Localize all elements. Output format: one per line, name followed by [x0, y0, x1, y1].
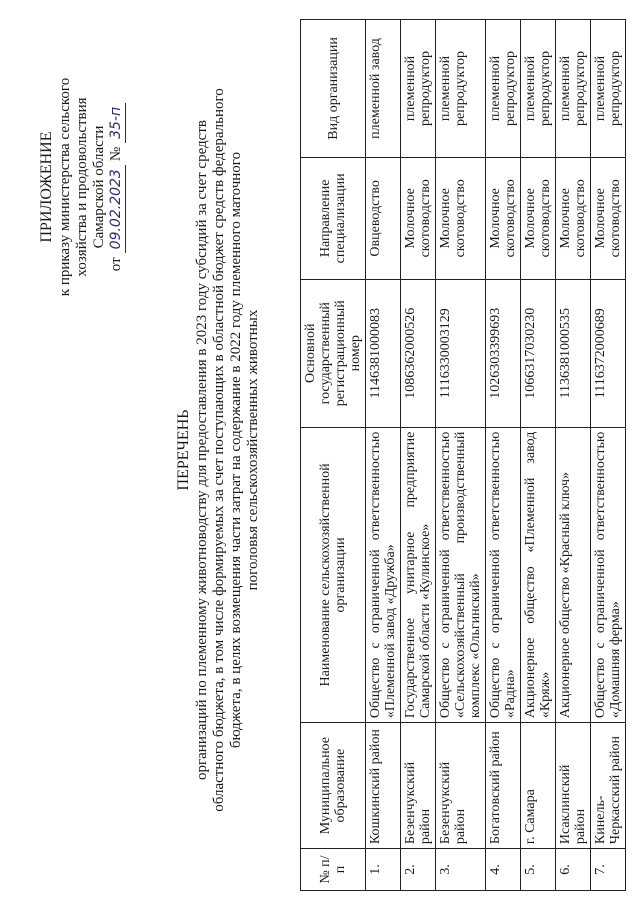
document-heading	[175, 55, 262, 845]
municipality-cell: Безенчукский район	[401, 723, 436, 849]
organization-name-cell: Общество с ограниченной ответственностью «Радна»	[486, 427, 521, 723]
organization-name-cell: Акционерное общество «Племенной завод «Кряж»	[521, 427, 556, 723]
direction-cell: Овцеводство	[366, 157, 401, 279]
ogrn-cell: 1026303399693	[486, 279, 521, 427]
number-prefix: №	[108, 146, 124, 162]
municipality-cell: Безенчукский район	[436, 723, 486, 849]
municipality-cell: Кинель-Черкасский район	[591, 723, 626, 849]
organization-type-cell: племенной репродуктор	[486, 20, 521, 158]
ogrn-cell: 1086362000526	[401, 279, 436, 427]
direction-cell: Молочное скотоводство	[556, 157, 591, 279]
organization-name-cell: Общество с ограниченной ответственностью «Домашняя ферма»	[591, 427, 626, 723]
organization-name-cell: Общество с ограниченной ответственностью «Сельскохозяйственный производственный комплекс «Ольгинский»	[436, 427, 486, 723]
appendix-line-2: хозяйства и продовольствия	[74, 97, 90, 277]
organization-name-cell: Государственное унитарное предприятие Самарской области «Кулинское»	[401, 427, 436, 723]
organization-name-cell: Акционерное общество «Красный ключ»	[556, 427, 591, 723]
organization-type-cell: племенной репродуктор	[401, 20, 436, 158]
row-number: 2.	[401, 849, 436, 891]
direction-cell: Молочное скотоводство	[486, 157, 521, 279]
order-number: 35-п	[108, 103, 126, 143]
row-number: 3.	[436, 849, 486, 891]
header-municipality: Муниципальное образование	[301, 723, 366, 849]
appendix-line-1: к приказу министерства сельского	[57, 77, 73, 297]
organization-type-cell: племенной репродуктор	[521, 20, 556, 158]
table-row	[556, 20, 591, 891]
table-row	[401, 20, 436, 891]
appendix-block	[38, 22, 126, 352]
table-row	[591, 20, 626, 891]
row-number: 6.	[556, 849, 591, 891]
municipality-cell: Богатовский район	[486, 723, 521, 849]
document-title: ПЕРЕЧЕНЬ	[175, 409, 192, 491]
table-row	[366, 20, 401, 891]
ogrn-cell: 1116330003129	[436, 279, 486, 427]
organization-name-cell: Общество с ограниченной ответственностью «Племенной завод «Дружба»	[366, 427, 401, 723]
heading-line-4: поголовья сельскохозяйственных животных	[245, 309, 261, 591]
direction-cell: Молочное скотоводство	[436, 157, 486, 279]
header-ogrn: Основной государственный регистрационный номер	[301, 279, 366, 427]
appendix-line-3: Самарской области	[91, 125, 107, 249]
table-row	[436, 20, 486, 891]
appendix-title: ПРИЛОЖЕНИЕ	[38, 131, 55, 243]
row-number: 7.	[591, 849, 626, 891]
ogrn-cell: 1066317030230	[521, 279, 556, 427]
municipality-cell: г. Самара	[521, 723, 556, 849]
organizations-table	[300, 19, 626, 891]
header-num: № п/п	[301, 849, 366, 891]
header-organization-name: Наименование сельскохозяйственной организации	[301, 427, 366, 723]
order-date-line	[108, 22, 126, 352]
direction-cell: Молочное скотоводство	[591, 157, 626, 279]
header-organization-type: Вид организации	[301, 20, 366, 158]
date-prefix: от	[108, 257, 124, 272]
row-number: 5.	[521, 849, 556, 891]
ogrn-cell: 1146381000083	[366, 279, 401, 427]
heading-line-1: организаций по племенному животноводству для предоставления в 2023 году субсидий за счет средств	[194, 120, 210, 780]
header-direction: Направление специализации	[301, 157, 366, 279]
heading-line-3: бюджета, в целях возмещения части затрат на содержание в 2022 году племенного маточного	[228, 151, 244, 749]
direction-cell: Молочное скотоводство	[401, 157, 436, 279]
organization-type-cell: племенной завод	[366, 20, 401, 158]
table-row	[521, 20, 556, 891]
table-row	[486, 20, 521, 891]
row-number: 4.	[486, 849, 521, 891]
table-header-row	[301, 20, 366, 891]
organization-type-cell: племенной репродуктор	[556, 20, 591, 158]
organization-type-cell: племенной репродуктор	[436, 20, 486, 158]
ogrn-cell: 1136381000535	[556, 279, 591, 427]
order-date: 09.02.2023	[108, 165, 126, 253]
organization-type-cell: племенной репродуктор	[591, 20, 626, 158]
ogrn-cell: 1116372000689	[591, 279, 626, 427]
municipality-cell: Кошкинский район	[366, 723, 401, 849]
heading-line-2: областного бюджета, в том числе формируемых за счет поступающих в областной бюджет средств федерального	[211, 88, 227, 812]
municipality-cell: Исаклинский район	[556, 723, 591, 849]
direction-cell: Молочное скотоводство	[521, 157, 556, 279]
row-number: 1.	[366, 849, 401, 891]
